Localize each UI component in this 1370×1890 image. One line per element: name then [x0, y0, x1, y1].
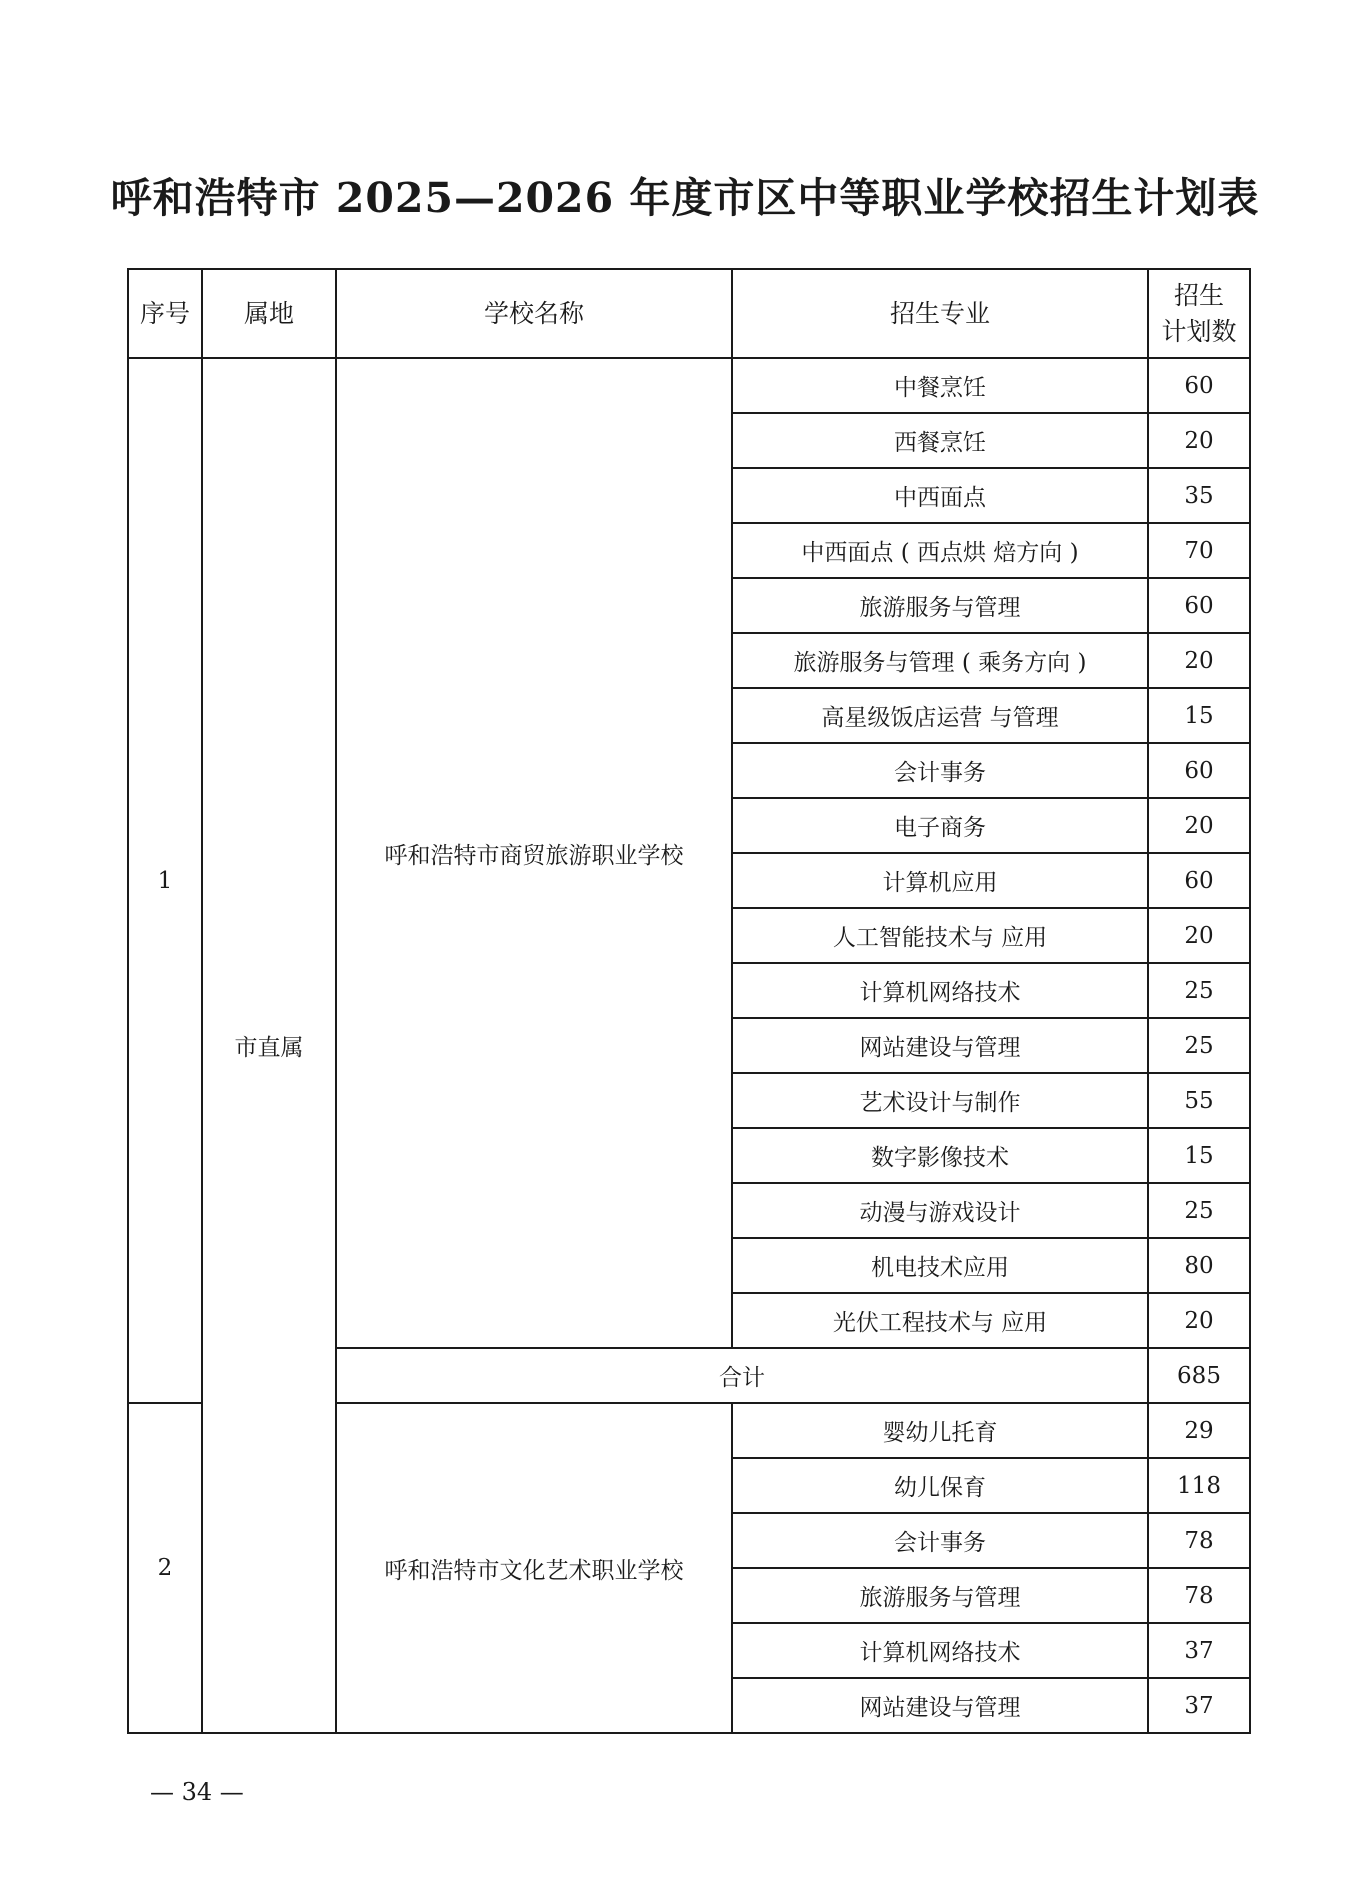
seq-cell: 1	[128, 358, 202, 1403]
school-name-cell: 呼和浩特市商贸旅游职业学校	[336, 358, 732, 1348]
major-cell: 高星级饭店运营 与管理	[732, 688, 1148, 743]
major-cell: 幼儿保育	[732, 1458, 1148, 1513]
major-cell: 旅游服务与管理	[732, 578, 1148, 633]
major-cell: 动漫与游戏设计	[732, 1183, 1148, 1238]
plan-count-cell: 35	[1148, 468, 1250, 523]
header-plan-line1: 招生	[1173, 280, 1224, 310]
plan-count-cell: 60	[1148, 853, 1250, 908]
plan-count-cell: 20	[1148, 413, 1250, 468]
header-plan-line2: 计划数	[1161, 316, 1237, 346]
plan-count-cell: 60	[1148, 358, 1250, 413]
enrollment-plan-table	[127, 268, 1251, 1734]
table-row	[128, 358, 1250, 413]
plan-count-cell: 55	[1148, 1073, 1250, 1128]
plan-count-cell: 118	[1148, 1458, 1250, 1513]
table-header-row	[128, 269, 1250, 358]
header-plan-count	[1148, 269, 1250, 358]
plan-count-cell: 15	[1148, 1128, 1250, 1183]
plan-count-cell: 25	[1148, 963, 1250, 1018]
header-seq: 序号	[128, 269, 202, 358]
region-cell: 市直属	[202, 358, 336, 1733]
major-cell: 中西面点 ( 西点烘 焙方向 )	[732, 523, 1148, 578]
major-cell: 电子商务	[732, 798, 1148, 853]
major-cell: 西餐烹饪	[732, 413, 1148, 468]
plan-count-cell: 60	[1148, 743, 1250, 798]
header-major: 招生专业	[732, 269, 1148, 358]
major-cell: 计算机网络技术	[732, 1623, 1148, 1678]
major-cell: 光伏工程技术与 应用	[732, 1293, 1148, 1348]
page-title: 呼和浩特市 2025—2026 年度市区中等职业学校招生计划表	[110, 174, 1260, 222]
table-body	[128, 358, 1250, 1733]
plan-count-cell: 15	[1148, 688, 1250, 743]
plan-count-cell: 78	[1148, 1568, 1250, 1623]
major-cell: 会计事务	[732, 1513, 1148, 1568]
total-count-cell: 685	[1148, 1348, 1250, 1403]
major-cell: 会计事务	[732, 743, 1148, 798]
plan-count-cell: 80	[1148, 1238, 1250, 1293]
major-cell: 中餐烹饪	[732, 358, 1148, 413]
major-cell: 计算机网络技术	[732, 963, 1148, 1018]
major-cell: 婴幼儿托育	[732, 1403, 1148, 1458]
plan-count-cell: 37	[1148, 1623, 1250, 1678]
major-cell: 人工智能技术与 应用	[732, 908, 1148, 963]
major-cell: 旅游服务与管理 ( 乘务方向 )	[732, 633, 1148, 688]
page-number: — 34 —	[150, 1778, 244, 1806]
total-label-cell: 合计	[336, 1348, 1148, 1403]
plan-count-cell: 78	[1148, 1513, 1250, 1568]
major-cell: 中西面点	[732, 468, 1148, 523]
major-cell: 网站建设与管理	[732, 1678, 1148, 1733]
plan-count-cell: 20	[1148, 798, 1250, 853]
major-cell: 艺术设计与制作	[732, 1073, 1148, 1128]
plan-count-cell: 29	[1148, 1403, 1250, 1458]
major-cell: 计算机应用	[732, 853, 1148, 908]
plan-count-cell: 20	[1148, 633, 1250, 688]
header-region: 属地	[202, 269, 336, 358]
major-cell: 数字影像技术	[732, 1128, 1148, 1183]
plan-count-cell: 60	[1148, 578, 1250, 633]
major-cell: 机电技术应用	[732, 1238, 1148, 1293]
plan-count-cell: 20	[1148, 1293, 1250, 1348]
plan-count-cell: 20	[1148, 908, 1250, 963]
header-school: 学校名称	[336, 269, 732, 358]
plan-count-cell: 25	[1148, 1018, 1250, 1073]
plan-count-cell: 70	[1148, 523, 1250, 578]
seq-cell: 2	[128, 1403, 202, 1733]
major-cell: 旅游服务与管理	[732, 1568, 1148, 1623]
school-name-cell: 呼和浩特市文化艺术职业学校	[336, 1403, 732, 1733]
plan-count-cell: 37	[1148, 1678, 1250, 1733]
plan-count-cell: 25	[1148, 1183, 1250, 1238]
major-cell: 网站建设与管理	[732, 1018, 1148, 1073]
